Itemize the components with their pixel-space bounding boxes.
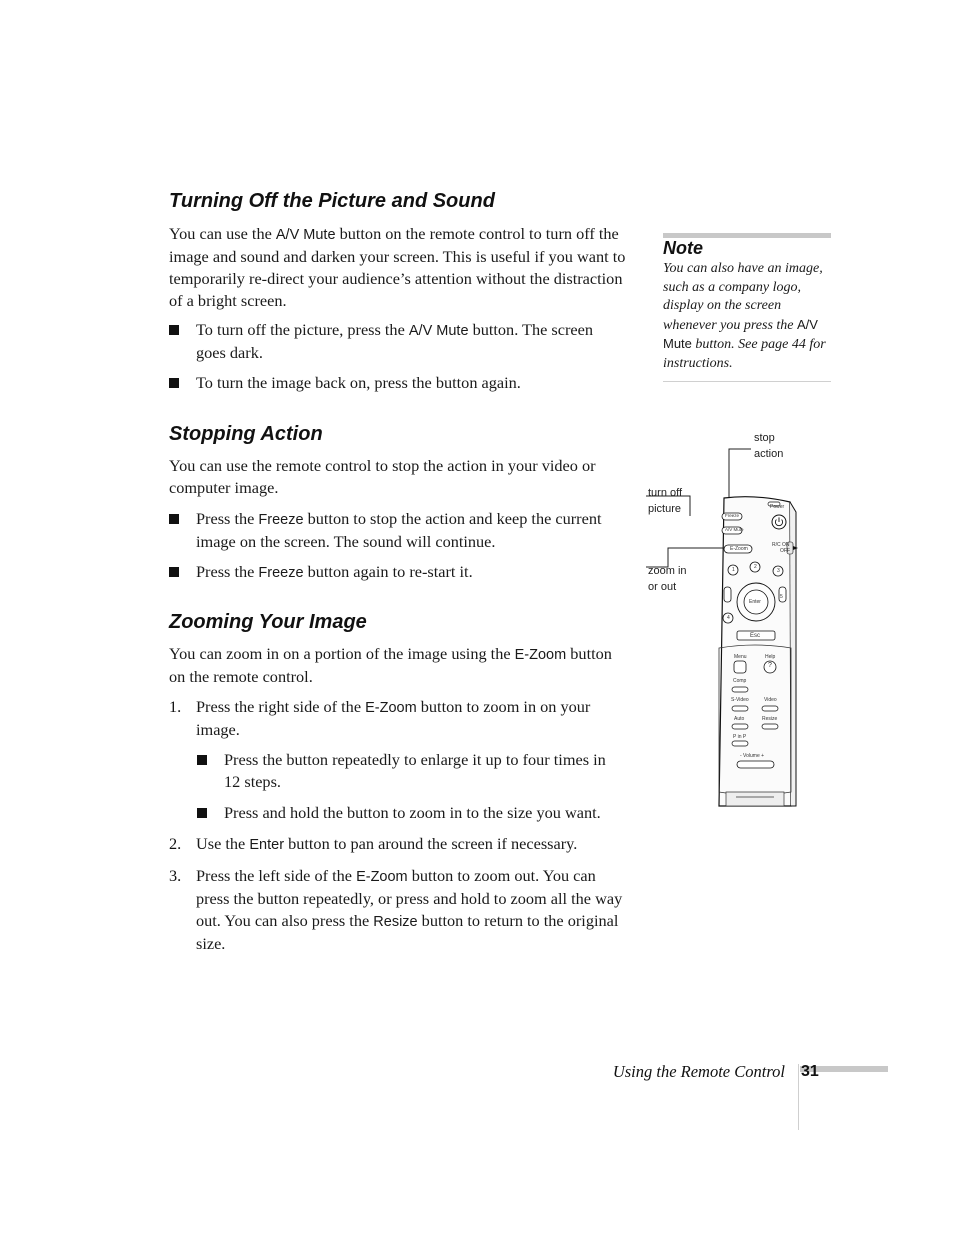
remote-label-esc: Esc [750,633,761,639]
page-vertical-rule [798,1064,799,1130]
remote-label-num3: 3 [777,568,780,574]
resize-key: Resize [373,914,418,930]
remote-label-rc-on: R/C ON [772,542,790,548]
remote-label-svideo: S-Video [731,697,749,703]
ezoom-key: E-Zoom [514,647,567,663]
note-title: Note [663,238,703,258]
remote-label-ezoom: E-Zoom [730,546,748,552]
pinp-button [732,741,748,746]
resize-button [762,724,778,729]
bullet-marker [197,755,207,765]
page-number: 31 [801,1063,819,1080]
leader-zoom [646,548,725,567]
remote-label-video: Video [764,697,777,703]
bullet-marker [169,325,179,335]
heading-zooming: Zooming Your Image [169,611,367,633]
remote-label-comp: Comp [733,678,747,684]
remote-bottom-cap [726,792,784,806]
av-mute-key: A/V Mute [408,323,469,339]
callout-zoom: zoom in or out [648,565,687,593]
remote-label-num1: 1 [732,567,735,573]
remote-label-menu: Menu [734,654,747,660]
heading-stopping-action: Stopping Action [169,423,323,445]
step-number: 2. [169,834,182,853]
bullet-turn-image-back-on: To turn the image back on, press the button again. [196,373,521,392]
note-text: You can also have an image, such as a company logo, display on the screen whenever you press the A/V Mute button. See page 44 for instructions. [663,261,826,371]
note-bottom-rule [663,381,831,382]
bullet-marker [169,567,179,577]
remote-label-power: Power [770,504,785,510]
bullet-marker [169,378,179,388]
remote-label-pinp: P in P [733,734,747,740]
sub-bullet-hold: Press and hold the button to zoom in to the size you want. [224,803,601,822]
remote-label-help-glyph: ? [768,662,772,669]
step-pan: Use the Enter button to pan around the screen if necessary. [196,834,578,853]
remote-control-illustration [640,430,830,815]
volume-button [737,761,774,768]
svideo-button [732,706,748,711]
remote-label-auto: Auto [734,716,745,722]
remote-label-freeze: Freeze [725,513,740,518]
remote-label-num2: 2 [754,564,757,570]
remote-label-num4: 4 [727,615,730,621]
ezoom-key: E-Zoom [365,700,417,716]
callout-turn-off-picture: turn off picture [648,487,683,515]
remote-label-enter: Enter [749,599,761,605]
bullet-marker [169,514,179,524]
auto-button [732,724,748,729]
remote-label-resize: Resize [762,716,778,722]
remote-label-num5: 5 [780,594,783,600]
ezoom-key: E-Zoom [356,869,408,885]
av-mute-key: A/V Mute [275,227,336,243]
remote-label-volume: - Volume + [740,753,765,759]
step-zoom-out: Press the left side of the E-Zoom button to zoom out. You can press the button repeatedly, or press and hold to zoom all the way out. You can also press the Resize button to return to the original size. [196,866,623,953]
step-number: 1. [169,697,182,716]
menu-button [734,661,746,673]
footer-chapter-title: Using the Remote Control [612,1062,785,1081]
freeze-key: Freeze [258,565,304,581]
remote-label-help: Help [765,654,776,660]
remote-label-off: OFF [780,548,790,554]
enter-key: Enter [249,837,285,853]
bullet-press-freeze: Press the Freeze button to stop the action and keep the current image on the screen. The sound will continue. [196,509,602,551]
step-zoom-in: Press the right side of the E-Zoom button to zoom in on your image. [196,697,591,739]
video-button [762,706,778,711]
comp-button [732,687,748,692]
bullet-marker [197,808,207,818]
bullet-press-freeze-again: Press the Freeze button again to re-start it. [196,562,473,581]
freeze-key: Freeze [258,512,304,528]
paragraph-zooming-intro: You can zoom in on a portion of the image using the E-Zoom button on the remote control. [169,644,612,686]
step-number: 3. [169,866,182,885]
sub-bullet-repeat: Press the button repeatedly to enlarge it up to four times in 12 steps. [224,750,606,791]
paragraph-stopping-intro: You can use the remote control to stop the action in your video or computer image. [169,456,596,497]
heading-turning-off: Turning Off the Picture and Sound [169,190,495,212]
paragraph-turning-off-intro: You can use the A/V Mute button on the remote control to turn off the image and sound and darken your screen. This is useful if you want to temporarily re-direct your audience’s attention without the distraction of a bright screen. [169,224,626,310]
bullet-turn-off-picture: To turn off the picture, press the A/V Mute button. The screen goes dark. [196,320,594,362]
left-side-button [724,587,731,602]
remote-label-av-mute: A/V Mute [725,527,744,532]
leader-turn-off-picture [646,496,690,516]
callout-stop-action: stop action [754,432,784,460]
av-mute-key: A/V Mute [663,316,818,352]
